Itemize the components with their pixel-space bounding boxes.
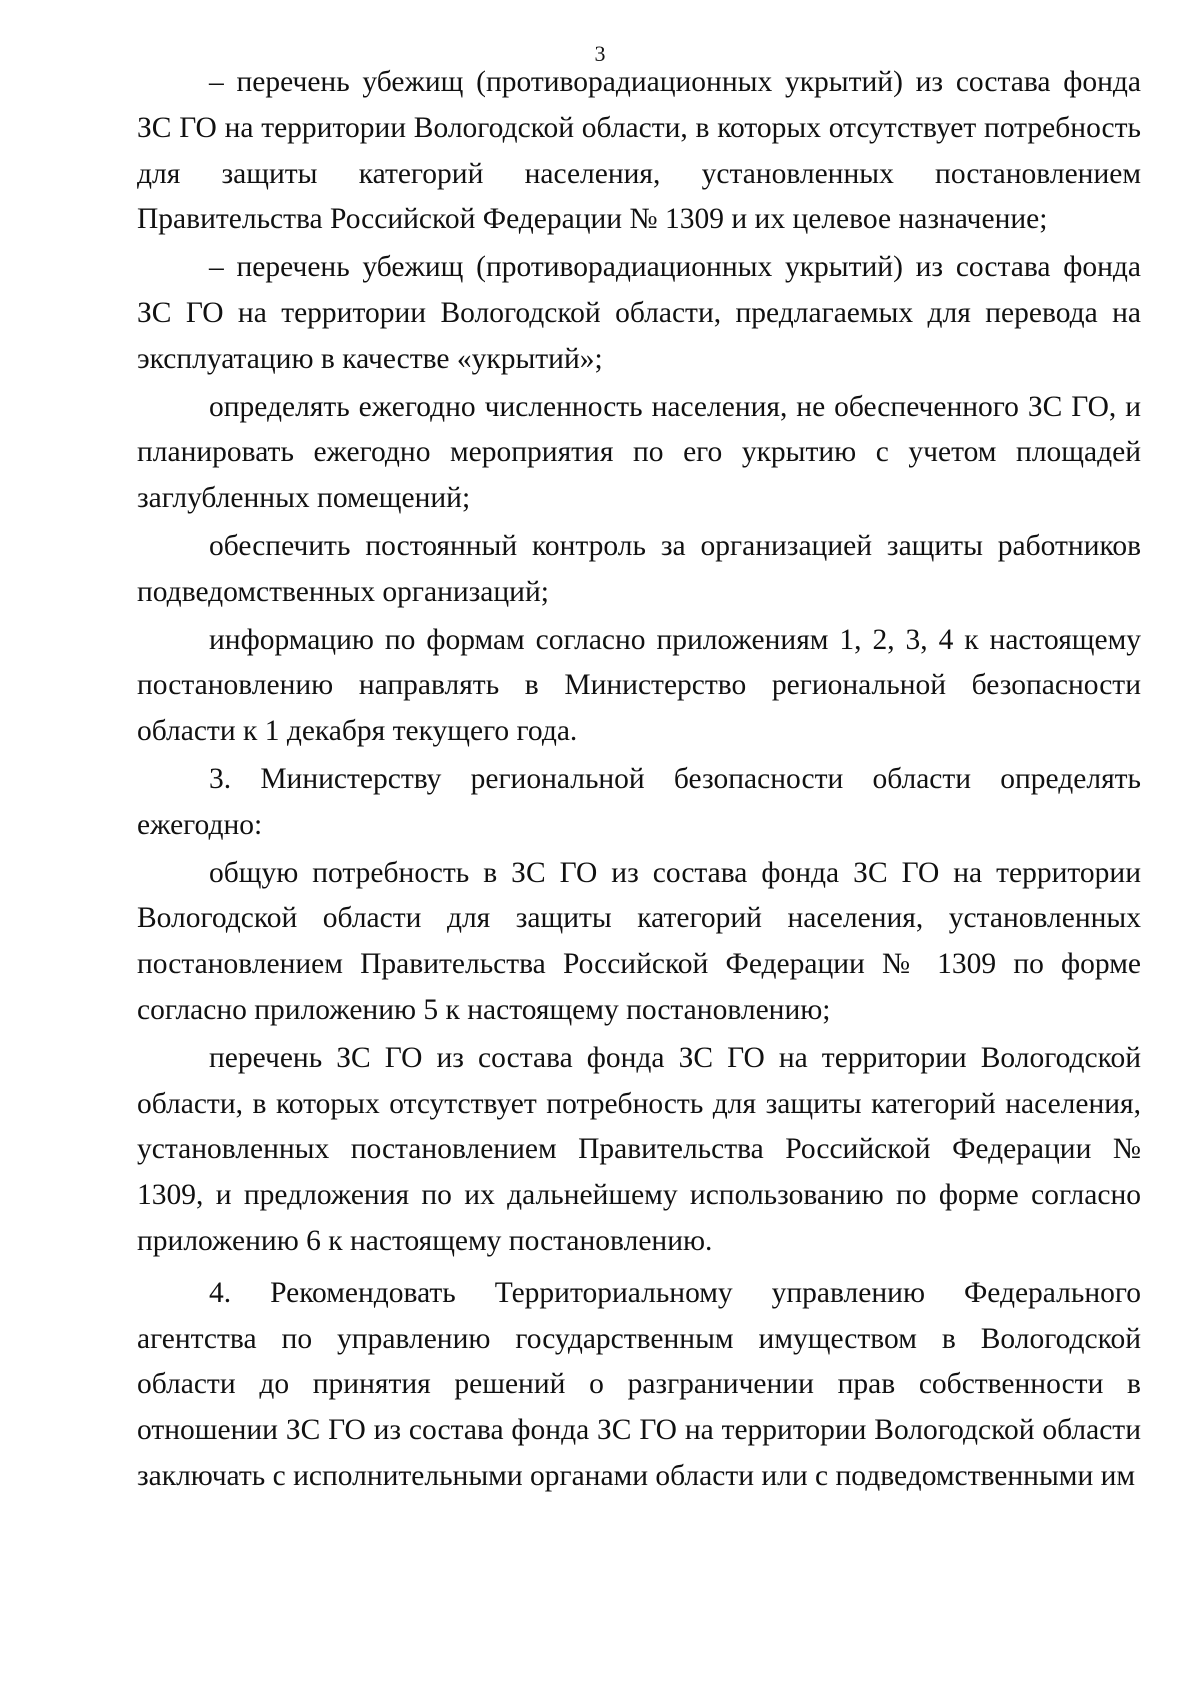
document-body bbox=[137, 60, 1141, 1500]
paragraph-item-4: 4. Рекомендовать Территориальному управлению Федерального агентства по управлению государственным имуществом в Вологодской области до принятия решений о разграничении прав собственности в отношении ЗС ГО из состава фонда ЗС ГО на территории Вологодской области заключать с исполнительными органами области или с подведомственными им bbox=[137, 1276, 1141, 1492]
paragraph-information-forms: информацию по формам согласно приложениям 1, 2, 3, 4 к настоящему постановлению направлять в Министерство региональной безопасности области к 1 декабря текущего года. bbox=[137, 623, 1141, 748]
paragraph-list-zs-go: перечень ЗС ГО из состава фонда ЗС ГО на территории Вологодской области, в которых отсутствует потребность для защиты категорий населения, установленных постановлением Правительства Российской Федерации № 1309, и предложения по их дальнейшему использованию по форме согласно приложению 6 к настоящему постановлению. bbox=[137, 1041, 1141, 1257]
paragraph-shelters-no-need: – перечень убежищ (противорадиационных укрытий) из состава фонда ЗС ГО на территории Вологодской области, в которых отсутствует потребность для защиты категорий населения, установленных постановлением Правительства Российской Федерации № 1309 и их целевое назначение; bbox=[137, 66, 1141, 236]
paragraph-control: обеспечить постоянный контроль за организацией защиты работников подведомственных организаций; bbox=[137, 529, 1141, 608]
paragraph-item-3: 3. Министерству региональной безопасности области определять ежегодно: bbox=[137, 762, 1141, 841]
paragraph-general-need: общую потребность в ЗС ГО из состава фонда ЗС ГО на территории Вологодской области для защиты категорий населения, установленных постановлением Правительства Российской Федерации № 1309 по форме согласно приложению 5 к настоящему постановлению; bbox=[137, 856, 1141, 1026]
paragraph-population-count: определять ежегодно численность населения, не обеспеченного ЗС ГО, и планировать ежегодно мероприятия по его укрытию с учетом площадей заглубленных помещений; bbox=[137, 390, 1141, 515]
page-number: 3 bbox=[594, 41, 606, 66]
paragraph-shelters-transfer: – перечень убежищ (противорадиационных укрытий) из состава фонда ЗС ГО на территории Вологодской области, предлагаемых для перевода на эксплуатацию в качестве «укрытий»; bbox=[137, 251, 1141, 375]
